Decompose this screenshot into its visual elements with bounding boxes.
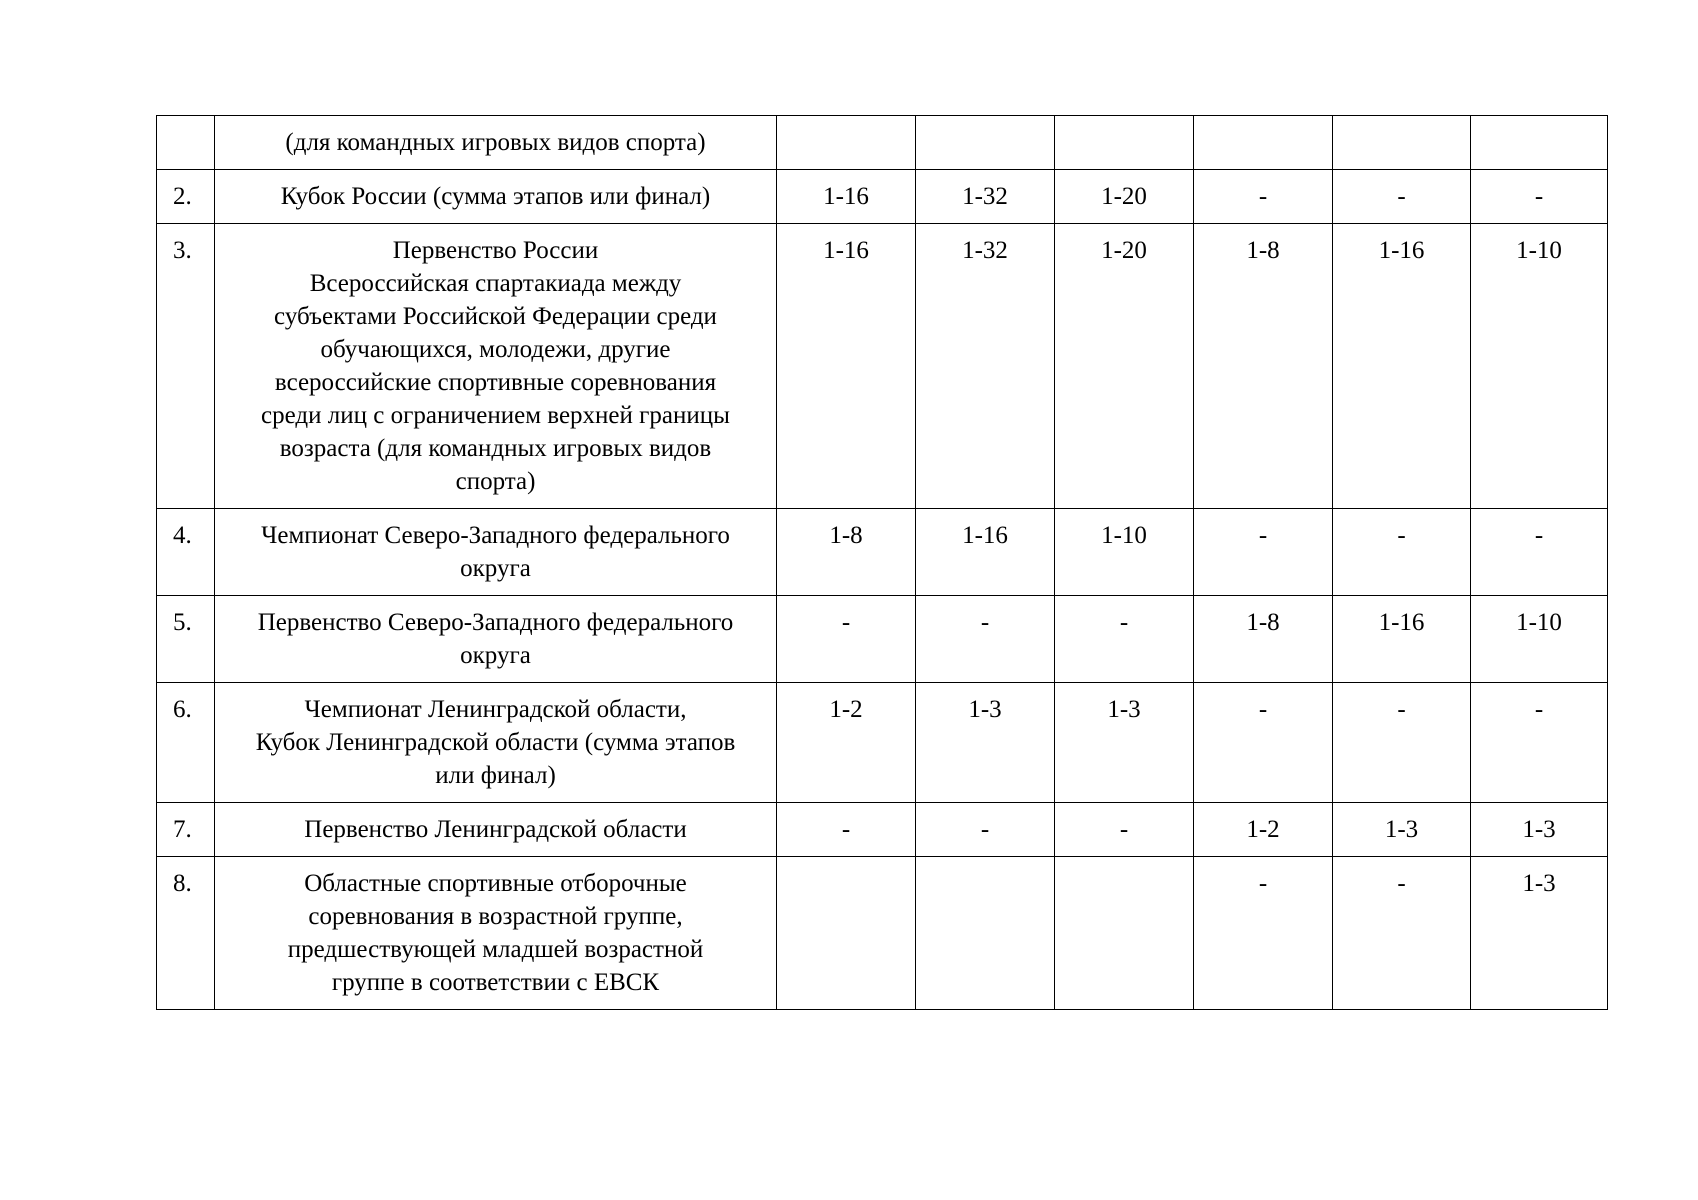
competition-name-line: спорта) <box>455 468 536 495</box>
competition-name <box>215 596 777 683</box>
competition-name <box>215 509 777 596</box>
place-range-cell: 1-3 <box>1471 803 1608 857</box>
place-range-cell: 1-2 <box>1194 803 1333 857</box>
row-number: 5. <box>157 596 215 683</box>
row-number: 7. <box>157 803 215 857</box>
table-row <box>157 116 1608 170</box>
place-range-cell: 1-3 <box>1333 803 1471 857</box>
place-range-cell: 1-3 <box>916 683 1055 803</box>
place-range-cell: 1-16 <box>777 224 916 509</box>
place-range-cell <box>777 116 916 170</box>
table-row <box>157 683 1608 803</box>
competition-name-line: группе в соответствии с ЕВСК <box>331 969 660 996</box>
competition-name-line: предшествующей младшей возрастной <box>287 936 704 963</box>
table-row <box>157 803 1608 857</box>
row-number: 8. <box>157 857 215 1010</box>
place-range-cell: - <box>1333 683 1471 803</box>
competition-name-line: Чемпионат Северо-Западного федерального <box>261 522 730 549</box>
place-range-cell: - <box>1055 596 1194 683</box>
place-range-cell: 1-8 <box>777 509 916 596</box>
place-range-cell: - <box>916 803 1055 857</box>
place-range-cell <box>1471 116 1608 170</box>
place-range-cell: - <box>1471 509 1608 596</box>
competition-name-line: соревнования в возрастной группе, <box>308 903 683 930</box>
place-range-cell: - <box>777 803 916 857</box>
place-range-cell <box>1055 116 1194 170</box>
place-range-cell: 1-3 <box>1471 857 1608 1010</box>
competition-name <box>215 170 777 224</box>
place-range-cell <box>1194 116 1333 170</box>
table-row <box>157 224 1608 509</box>
place-range-cell: 1-32 <box>916 224 1055 509</box>
place-range-cell: 1-10 <box>1055 509 1194 596</box>
place-range-cell: - <box>1333 857 1471 1010</box>
table-row <box>157 509 1608 596</box>
place-range-cell: 1-16 <box>1333 224 1471 509</box>
place-range-cell: 1-10 <box>1471 224 1608 509</box>
place-range-cell <box>1055 857 1194 1010</box>
place-range-cell <box>916 116 1055 170</box>
row-number <box>157 116 215 170</box>
competition-name-line: Кубок России (сумма этапов или финал) <box>280 183 711 210</box>
competition-name-line: или финал) <box>435 762 556 789</box>
competition-name-line: Областные спортивные отборочные <box>304 870 687 897</box>
competition-name <box>215 803 777 857</box>
row-number: 6. <box>157 683 215 803</box>
table-row <box>157 170 1608 224</box>
place-range-cell: - <box>1055 803 1194 857</box>
place-range-cell: 1-16 <box>1333 596 1471 683</box>
competition-name-line: округа <box>460 555 531 582</box>
row-number: 2. <box>157 170 215 224</box>
place-range-cell: - <box>1194 170 1333 224</box>
place-range-cell: 1-8 <box>1194 224 1333 509</box>
place-range-cell: - <box>1471 683 1608 803</box>
competition-name-line: Первенство России <box>392 237 599 264</box>
place-range-cell <box>777 857 916 1010</box>
competition-name <box>215 224 777 509</box>
place-range-cell: - <box>777 596 916 683</box>
competition-name-line: (для командных игровых видов спорта) <box>285 129 706 156</box>
place-range-cell: - <box>916 596 1055 683</box>
competition-name-line: Чемпионат Ленинградской области, <box>304 696 687 723</box>
competition-name <box>215 683 777 803</box>
competition-name-line: Всероссийская спартакиада между <box>309 270 682 297</box>
place-range-cell: - <box>1194 857 1333 1010</box>
place-range-cell: - <box>1333 509 1471 596</box>
competition-name-line: возраста (для командных игровых видов <box>279 435 712 462</box>
place-range-cell: 1-20 <box>1055 224 1194 509</box>
competition-name-line: обучающихся, молодежи, другие <box>320 336 671 363</box>
competition-name-line: среди лиц с ограничением верхней границы <box>261 402 730 429</box>
place-range-cell: 1-20 <box>1055 170 1194 224</box>
competition-name <box>215 116 777 170</box>
competition-name-line: Первенство Ленинградской области <box>304 816 687 843</box>
place-range-cell: 1-16 <box>916 509 1055 596</box>
place-range-cell: - <box>1194 683 1333 803</box>
competition-name-line: всероссийские спортивные соревнования <box>274 369 717 396</box>
row-number: 3. <box>157 224 215 509</box>
table-row <box>157 596 1608 683</box>
place-range-cell: 1-3 <box>1055 683 1194 803</box>
place-range-cell <box>916 857 1055 1010</box>
competition-name-line: Кубок Ленинградской области (сумма этапов <box>255 729 736 756</box>
place-range-cell: - <box>1471 170 1608 224</box>
table-row <box>157 857 1608 1010</box>
place-range-cell: 1-2 <box>777 683 916 803</box>
table-body <box>157 116 1608 1010</box>
competition-name <box>215 857 777 1010</box>
place-range-cell: 1-32 <box>916 170 1055 224</box>
row-number: 4. <box>157 509 215 596</box>
place-range-cell: - <box>1194 509 1333 596</box>
place-range-cell: 1-16 <box>777 170 916 224</box>
place-range-cell: 1-8 <box>1194 596 1333 683</box>
competition-name-line: Первенство Северо-Западного федерального <box>257 609 734 636</box>
place-range-cell <box>1333 116 1471 170</box>
place-range-cell: 1-10 <box>1471 596 1608 683</box>
competition-table <box>156 115 1608 1010</box>
competition-name-line: округа <box>460 642 531 669</box>
place-range-cell: - <box>1333 170 1471 224</box>
competition-name-line: субъектами Российской Федерации среди <box>274 303 717 330</box>
